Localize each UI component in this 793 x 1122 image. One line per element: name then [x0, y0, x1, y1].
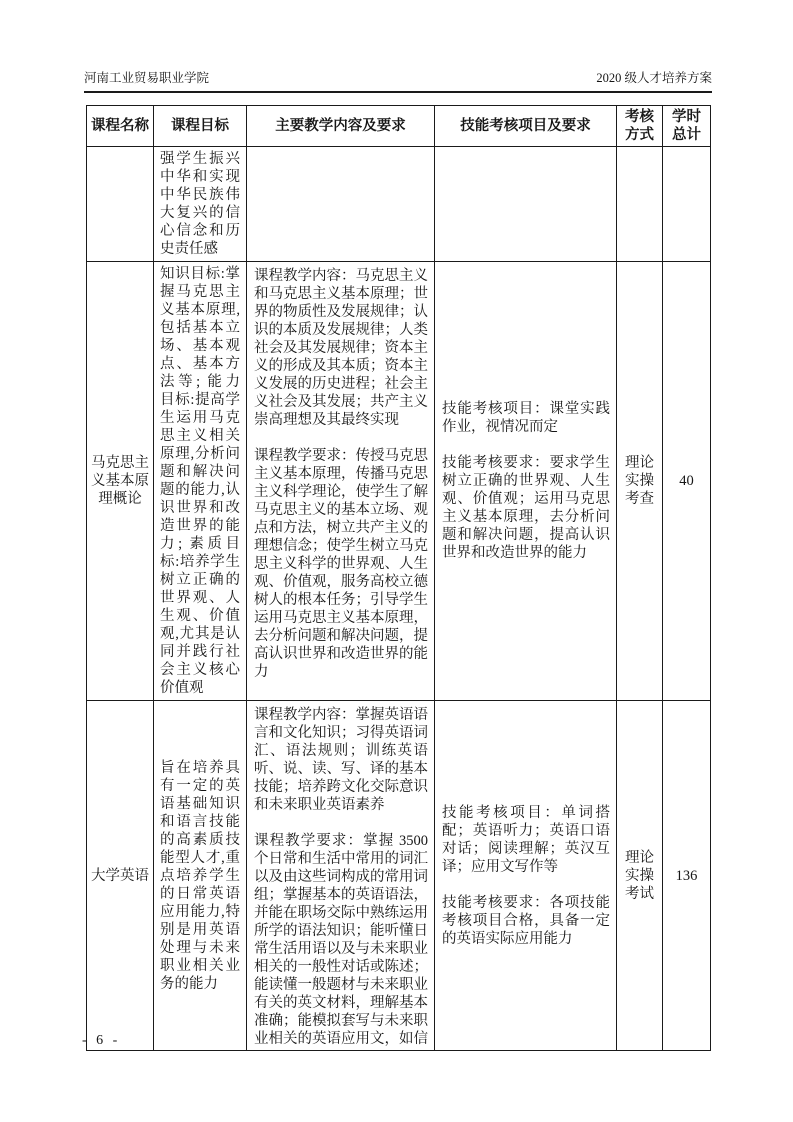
table-row-college-english	[87, 701, 711, 1051]
teaching-content-cell	[247, 147, 435, 262]
header-school-name: 河南工业贸易职业学院	[84, 71, 210, 85]
teaching-requirements-paragraph: 课程教学要求：传授马克思主义基本原理，传播马克思主义科学理论，使学生了解马克思主义的基本立场、观点和方法，树立共产主义的理想信念；使学生树立马克思主义科学的世界观、人生观、价值观，服务高校立德树人的根本任务；引导学生运用马克思主义基本原理，去分析问题和解决问题，提高认识世界和改造世界的能力	[254, 448, 428, 680]
assessment-items-paragraph: 技能考核项目：单词搭配；英语听力；英语口语对话；阅读理解；英汉互译；应用文写作等	[442, 804, 610, 875]
teaching-content-cell	[247, 701, 435, 1051]
assessment-requirements-paragraph: 技能考核要求：要求学生树立正确的世界观、人生观、价值观；运用马克思主义基本原理，去分析问题和解决问题，提高认识世界和改造世界的能力	[442, 455, 610, 561]
column-header-total-hours: 学时总计	[663, 106, 711, 147]
total-hours-cell: 40	[663, 262, 711, 701]
course-table	[86, 105, 711, 1051]
column-header-assessment-method: 考核方式	[617, 106, 663, 147]
course-name-cell: 大学英语	[87, 701, 154, 1051]
skill-assessment-cell	[435, 147, 617, 262]
assessment-requirements-paragraph: 技能考核要求：各项技能考核项目合格，具备一定的英语实际应用能力	[442, 894, 610, 947]
column-header-objectives: 课程目标	[154, 106, 247, 147]
table-row-marxism	[87, 262, 711, 701]
assessment-items-paragraph: 技能考核项目：课堂实践作业，视情况而定	[442, 401, 610, 435]
table-header-row	[87, 106, 711, 147]
course-objectives-cell: 旨在培养具有一定的英语基础知识和语言技能的高素质技能型人才,重点培养学生的日常英语应用能力,特别是用英语处理与未来职业相关业务的能力	[154, 701, 247, 1051]
course-name-cell: 马克思主义基本原理概论	[87, 262, 154, 701]
course-objectives-cell: 强学生振兴中华和实现中华民族伟大复兴的信心信念和历史责任感	[154, 147, 247, 262]
skill-assessment-cell	[435, 701, 617, 1051]
course-objectives-cell: 知识目标:掌握马克思主义基本原理,包括基本立场、基本观点、基本方法等; 能力目标:提高学生运用马克思主义相关原理,分析问题和解决问题的能力,认识世界和改造世界的能力; 素质目标:培养学生树立正确的世界观、人生观、价值观,尤其是认同并践行社会主义核心价值观	[154, 262, 247, 701]
assessment-method-cell: 理论实操考查	[617, 262, 663, 701]
total-hours-cell: 136	[663, 701, 711, 1051]
teaching-content-cell	[247, 262, 435, 701]
course-name-cell	[87, 147, 154, 262]
column-header-skill-assessment: 技能考核项目及要求	[435, 106, 617, 147]
teaching-requirements-paragraph: 课程教学要求：掌握 3500 个日常和生活中常用的词汇以及由这些词构成的常用词组；掌握基本的英语语法，并能在职场交际中熟练运用所学的语法知识；能听懂日常生活用语以及与未来职业相关的一般性对话或陈述；能读懂一般题材与未来职业有关的英文材料，理解基本准确；能模拟套写与未来职业相关的英语应用文，如信	[254, 833, 428, 1047]
table-row-continuation	[87, 147, 711, 262]
column-header-course-name: 课程名称	[87, 106, 154, 147]
assessment-method-cell	[617, 147, 663, 262]
total-hours-cell	[663, 147, 711, 262]
teaching-content-paragraph: 课程教学内容：马克思主义和马克思主义基本原理；世界的物质性及发展规律；认识的本质及发展规律；人类社会及其发展规律；资本主义的形成及其本质；资本主义发展的历史进程；社会主义社会及其发展；共产主义崇高理想及其最终实现	[254, 268, 428, 428]
column-header-teaching-content: 主要教学内容及要求	[247, 106, 435, 147]
page-header	[84, 70, 712, 93]
page-number: - 6 -	[82, 1033, 121, 1048]
header-plan-title: 2020 级人才培养方案	[596, 71, 712, 85]
skill-assessment-cell	[435, 262, 617, 701]
assessment-method-cell: 理论实操考试	[617, 701, 663, 1051]
teaching-content-paragraph: 课程教学内容：掌握英语语言和文化知识；习得英语词汇、语法规则；训练英语听、说、读、写、译的基本技能；培养跨文化交际意识和未来职业英语素养	[254, 707, 428, 813]
